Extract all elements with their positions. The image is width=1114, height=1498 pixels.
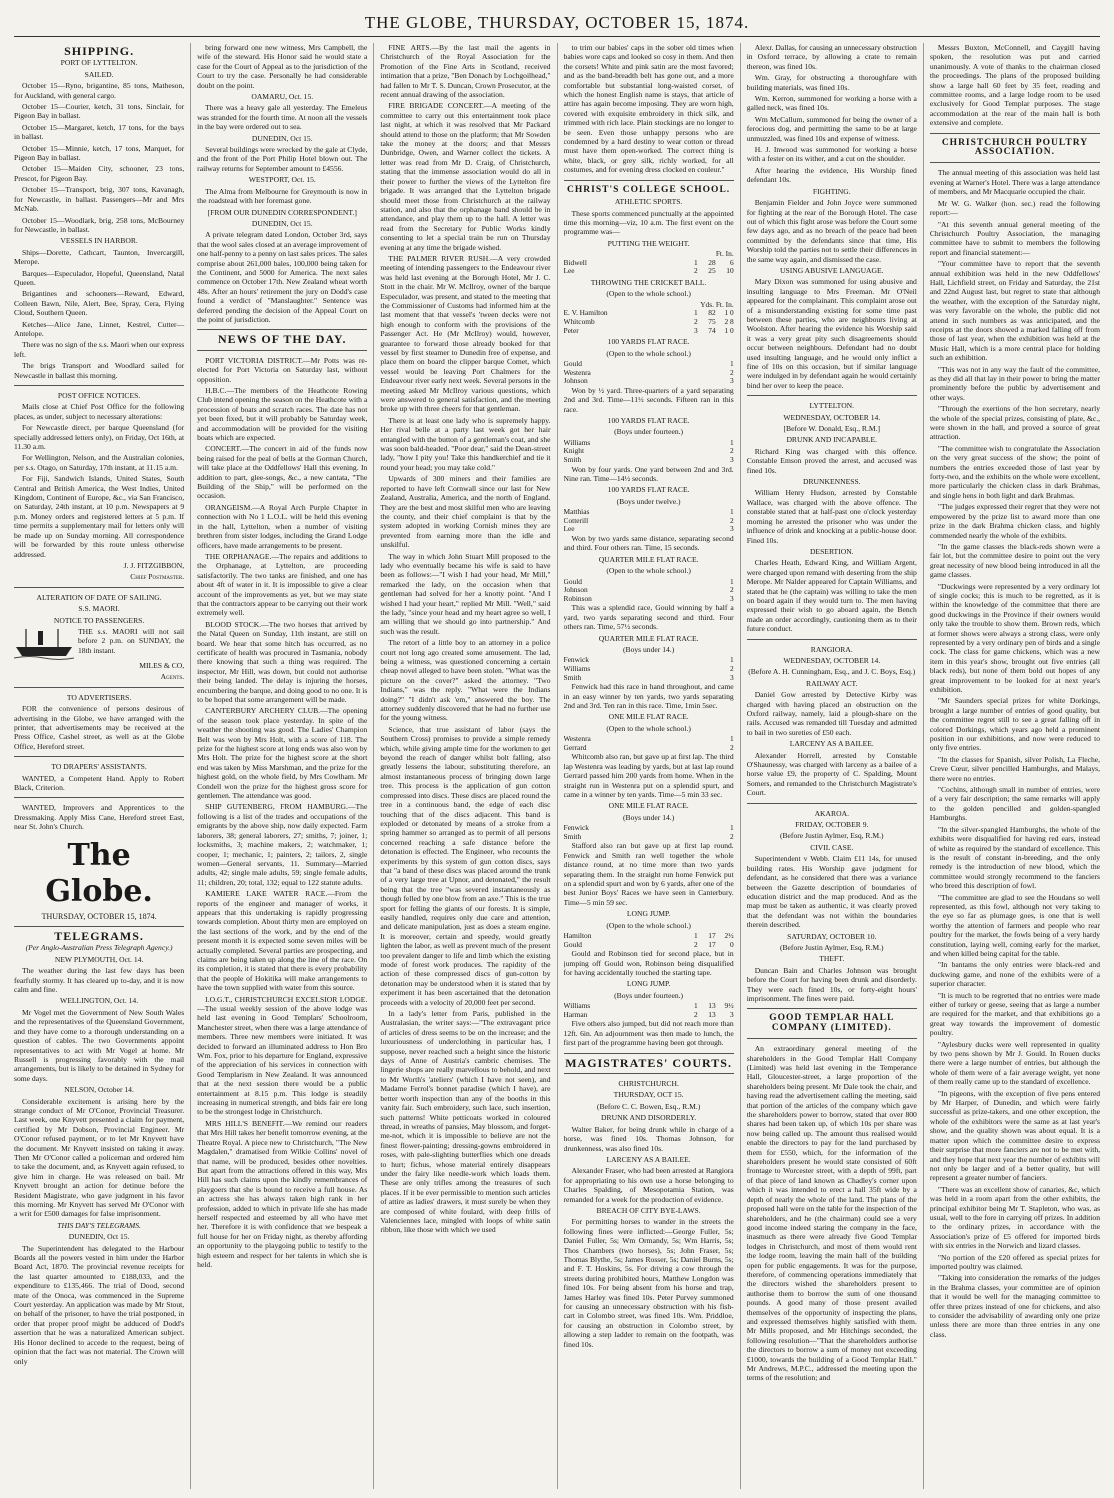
news-item: SHIP GUTENBERG, FROM HAMBURG.—The following is a list of the trades and occupations of the emigrants by the above ship, now daily expected. Farm laborers, 38; general laborers, 27; smiths, 7; joiner, 1; locksmiths, 3; machine makers, 2; watchmaker, 1; cooper, 1; mechanic, 1; painters, 2; tailors, 2, single women—General servants, 11. Summary—Married adults, 42; single male adults, 59; single female adults, 11; children, 20; total, 132; equal to 122 statute adults. <box>197 802 368 887</box>
issue-date: THURSDAY, OCTOBER 15, 1874. <box>41 911 157 921</box>
drapers-title: TO DRAPERS' ASSISTANTS. <box>51 762 147 772</box>
news-title: NEWS OF THE DAY. <box>218 332 347 347</box>
telegrams-agency: (Per Anglo-Australian Press Telegraph Agency.) <box>25 943 173 953</box>
results-table: Yds. Ft. In. E. V. Hamilton 1 82 1 0 Whitcomb 2 75 2 8 Peter 3 74 1 0 <box>563 299 734 335</box>
post-title: POST OFFICE NOTICES. <box>57 391 141 400</box>
results-table: Gould 1 Johnson 2 Robinson 3 <box>563 576 734 603</box>
college-title: CHRIST'S COLLEGE SCHOOL. <box>567 184 731 195</box>
steamship-advert <box>14 627 184 661</box>
akaroa-title: AKAROA. <box>814 808 849 818</box>
article-para: There is at least one lady who is supremely happy. Her rival belle at a party last week got her hair entangled with the button of a gentleman's coat, and she was soon bald-headed. "Poor dear," said the Dean-street lady, "how I pity you! Take this handkerchief and tie it round your head; you may take cold." <box>380 415 551 472</box>
harbor-list: Ships—Dorette, Cathcart, Taunton, Invercargill, Merope. Barques—Especulador, Hopeful, Queensland, Natal Queen. Brigantines and schooners—Reward, Edward, Colleen Bawn, Nile, Alert, Bee, Spray, Cera, Flying Cloud, Southern Queen. Ketches—Alice Jane, Linnet, Kestrel, Cutter—Antelope. <box>14 247 185 338</box>
article-para: The way in which John Stuart Mill proposed to the lady who eventually became his wife is said to have been as follows:—"I wish I had your head, Mr Mill," remarked the lady, on the occasion when that gentleman had solved for her a knotty point. "And I wished I had your heart," replied Mr Mill. "Well," said the lady, "since your head and my heart agree so well, I am willing that we should go into partnership." And such was the result. <box>380 551 551 636</box>
news-item: MRS HILL'S BENEFIT.—We remind our readers that Mrs Hill takes her benefit tomorrow evening, at the Theatre Royal. A piece new to Christchurch, "The New Magdalen," dramatised from Wilkie Collins' novel of that name, will be produced, besides other novelties. But apart from the attractions offered in this way, Mrs Hill has such claims upon the kindly remembrances of playgoers that she is bound to receive a full house. As an actress she has always taken high rank in her profession, added to which in private life she has made herself respected and esteemed by all who have met her. Therefore it is with confidence that we bespeak a full house for her on Friday night, as thereby affording an opportunity to the playgoing public to testify to the high esteem and respect for her talents in which she is held. <box>197 1118 368 1269</box>
telegrams-title: TELEGRAMS. <box>54 929 144 944</box>
column-6: Messrs Buxton, McConnell, and Caygill having spoken, the resolution was put and carried unanimously. A vote of thanks to the chairman closed the proceedings. The plans of the proposed building show a large hall 60 feet by 35 feet, reading and committee rooms, and a large lodge room to be used exclusively for Good Templar purposes. The stage accommodation at the rear of the main hall is both extensive and complete. CHRISTCHURCH POULTRY ASSOCIATION. The annual meeting of this association was held last evening at Warner's Hotel. There was a large attendance of members, and Mr Macquarie occupied the chair. Mr W. G. Walker (hon. sec.) read the following report:— "At this seventh annual general meeting of the Christchurch Poultry Association, the managing committee have to submit to members the following report and financial statement:— "Your committee have to report that the seventh annual exhibition was held in the new Oddfellows' Hall, Lichfield street, on Friday and Saturday, the 21st and 22nd August last, but regret to state that although the weather, with the exception of the Saturday night, was very favorable on the whole, the public did not attend in such numbers as was anticipated, and the receipts at the doors showed a marked falling off from those of last year, when the exhibition was held at the Music Hall, which is a more central place for holding such an exhibition. "This was not in any way the fault of the committee, as they did all that lay in their power to bring the matter prominently before the public by advertisement and other ways. "Through the exertions of the hon secretary, nearly the whole of the special prizes, consisting of plate, &c., were shown in the hall, and proved a source of great attraction. "The committee wish to congratulate the Association on the very great success of the show; the point of numbers the entries exceeded those of last year by forty-two, and the exhibits on the whole were excellent, more particularly the chicken class in dark Brahmas, and single hens in both light and dark Brahmas. "The judges expressed their regret that they were not empowered by the prize list to award more than one prize in the dark Brahma chicken class, and highly commended nearly the whole of the exhibits. "In the game classes the black-reds shown were a fair lot, but the committee desire to point out the very great necessity of new blood being introduced in all the game classes. "Duckwings were represented by a very ordinary lot of single cocks; this is much to be regretted, as it is within the knowledge of the committee that there are good duckwings in the Province if their owners would only take the trouble to show them. Brown reds, which at former shows were always a strong class, were only represented by a very ordinary pen of birds and a single cock. The class for game chickens, which was a new item in this year's show, brought out five entries (all black reds), but none of them bold out hopes of any great improvement to be looked for at next year's exhibition. "Mr Saunders special prizes for white Dorkings, brought a large number of entries of good quality, but the committee regret still to see a great falling off in colored Dorkings, which years ago held a prominent position in our exhibitions, and now were reduced to only five entries. "In the classes for Spanish, silver Polish, La Fleche, Creve Cœur, silver pencilled Hamburghs, and Malays, there were no entries. "Cochins, although small in number of entries, were of a very fair description; the same remarks will apply to the golden pencilled and golden-spangled Hamburghs. "In the silver-spangled Hamburghs, the whole of the exhibits were disqualified for having red ears, instead of white as required by the standard of excellence. This is the result of constant in-breeding, and the only remedy is the introduction of new blood, which the committee would strongly recommend to the fanciers who breed this description of fowl. "The committee are glad to see the Houdans so well represented, as this fowl, although not very taking to the eye so far as plumage goes, is one that is well worthy the attention of farmers and people who rear poultry for the market, the fowls being of a very hardy constitution, laying well, coming early for the market, and when killed being capital for the table. "In bantams the only entries were black-red and duckwing game, and none of the exhibits were of a superior character. "It is much to be regretted that no entries were made either of turkey or geese, seeing that as large a number are required for the market, and that exhibitions go a great way towards the improvement of domestic poultry. "Aylesbury ducks were well represented in quality by two pens shown by Mr J. Gould. In Rouen ducks there were a large number of entries, but although the whole of them were of a fair average weight, yet none of them really came up to the standard of excellence. "In pigeons, with the exception of five pens entered by Mr Harper, of Dunedin, and which were fairly successful as prize-takers, and one other exception, the whole of the exhibitors were the same as at last year's show, and the quality shown was about equal. It is a matter upon which the committee desire to express their surprise that more fanciers are not to be met with, and they hope that next year the number of exhibits will not only be larger and of a better quality, but will represent a greater number of fanciers. "There was an excellent show of canaries, &c, which was held in a room apart from the other exhibits, the principal exhibitor being Mr T. Stapleton, who was, as usual, well to the fore in carrying off prizes. In addition to the ordinary prizes, in accordance with the Association's prize of £5 offered for imported birds with six entries in the Norwich and lizard classes. "No portion of the £20 offered as special prizes for imported poultry was claimed. "Taking into consideration the remarks of the judges in the Brahma classes, your committee are of opinion that it would be well for the managing committee to offer three prizes instead of one for chickens, and also to consider the advisability of awarding only one prize unless there are more than three entries in any one class. <box>929 43 1101 1339</box>
article-para: Science, that true assistant of labor (says the Southern Cross) promises to provide a simple remedy which, while giving ample time for the workmen to get beyond the reach of danger whilst bolt falling, also greatly lessens the labour, substituting therefore, an almost instantaneous process of bringing down large tree. This process is the application of gun cotton compressed into discs. These discs are placed round the tree in a continuous band, the edge of each disc touching that of the discs adjacent. This band is exploded or detonated by means of a stroke from a spring hammer so arranged as to permit of all persons concerned reaching a safe distance before the detonation is effected. The Engineer, who recounts the experiments by this system of gun cotton discs, says that "a band of these discs was placed around the trunk of a very large tree at Upnor, and detonated," the result being that the tree "was severed instantaneously as though felled by one blow from an axe." This is the true sport for felling the giants of our forests. It is simple, easily handled, requires only due care and attention, and delicate manipulation, just as does a steam engine. It is moreover, certain and speedy, would greatly lighten the labor, as well as prevent much of the present too prevalent danger to life and limb which the existing mode of forest work produces. The rapidity of the action of these compressed discs of gun-cotton by detonation may be understood when it is stated that by experiment it has been ascertained that the detonation proceeds with a velocity of 20,000 feet per second. <box>380 724 551 1007</box>
shipping-title: SHIPPING. <box>64 44 135 58</box>
column-2: bring forward one new witness, Mrs Campbell, the wife of the steward. His Honor said he would state a case for the Court of Appeal as to the jurisdiction of the Court to try the case. Personally he had considerable doubt on the point. OAMARU, Oct. 15. There was a heavy gale all yesterday. The Emeleus was stranded for the fourth time. At noon all the vessels in the bay were ordered out to sea. DUNEDIN, Oct 15. Several buildings were wrecked by the gale at Clyde, and the front of the Port Philip Hotel blown out. The railway returns for September amount to £4556. WESTPORT, Oct. 15. The Alma from Melbourne for Greymouth is now in the roadstead with her foremast gone. [FROM OUR DUNEDIN CORRESPONDENT.] DUNEDIN, Oct 15. A private telegram dated London, October 3rd, says that the wool sales closed at an average improvement of one half-penny to a penny on last sales prices. The sales comprise about 261,000 bales, 100,000 being taken for the Continent, and 5000 for America. The next sales commence on October 17th. New Zealand wheat worth 48s. After an hours' retirement the jury on Dodd's case found a verdict of "Manslaughter." Sentence was deferred pending the decision of the Appeal Court on the point of jurisdiction. NEWS OF THE DAY. PORT VICTORIA DISTRICT.—Mr Potts was re-elected for Port Victoria on Saturday last, without opposition. H.B.C.—The members of the Heathcote Rowing Club intend opening the season on the Heathcote with a procession of boats and scratch races. The date has not yet been fixed, but it will probably be Saturday week, and accommodation will be provided for the visiting boats which are expected. CONCERT.—The concert in aid of the funds now being raised for the peal of bells at the Gorman Church, will take place at the Oddfellows' Hall this evening. In addition to part, glee-songs, &c., a new cantata, "The Building of the Ship," will be performed on the occasion. ORANGEISM.—A Royal Arch Purple Chapter in connection with No 1 L.O.L. will be held this evening in the hall, Lyttelton, when a number of visiting brethren from sister lodges, including the Grand Lodge officers, have made arrangements to be present. THE ORPHANAGE.—The repairs and additions to the Orphanage, at Lyttelton, are proceeding satisfactorily. The two tanks are finished, and one has about 4ft of water in it. It is impossible to give a clear account of the improvements as yet, but we may state that the contractors appear to be carrying out their work extremely well. BLOOD STOCK.—The two horses that arrived by the Natal Queen on Sunday, 11th instant, are still on board. We hear that some hitch has occurred, as no certificate of health was procured in Tasmania, nobody there knowing that such a thing was required. The inspector, Mr Hill, was down, but could not authorise their being landed. The delay is injuring the horses, encumbering the barque, and doing good to no one. It is to be hoped that some arrangement will be made. CANTERBURY ARCHERY CLUB.—The opening of the season took place yesterday. In spite of the weather the shooting was good. The Ladies' Champion Belt was won by Mrs Holt, with a score of 118. The prize for the highest score at long ends was also won by Mrs Holt. The prize for the highest score at the short end was taken by Miss Marshman, and the prize for the highest gold, on the whole field, by Mrs Cowlham. Mr Condell won the prize for the highest gross score for gentlemen. The attendance was good. SHIP GUTENBERG, FROM HAMBURG.—The following is a list of the trades and occupations of the emigrants by the above ship, now daily expected. Farm laborers, 38; general laborers, 27; smiths, 7; joiner, 1; locksmiths, 3; machine makers, 2; watchmaker, 1; cooper, 1; mechanic, 1; painters, 2; tailors, 2, single women—General servants, 11. Summary—Married adults, 42; single male adults, 59; single female adults, 11; children, 20; total, 132; equal to 122 statute adults. KAMIERE LAKE WATER RACE.—From the reports of the engineer and manager of works, it appears that this undertaking is rapidly progressing towards completion. About thirty men are employed on the last sections of the work, and by the end of the present month it is expected some seven miles will be actually completed. Several parties are prospecting, and claims are being taken up along the line of the race. On its completion, it is stated that there is every probability that the people of Hokitika will make arrangements to have the town supplied with water from this source. I.O.G.T., CHRISTCHURCH EXCELSIOR LODGE.—The usual weekly session of the above lodge was held last evening in Good Templars' Schoolroom, Manchester street, when there was a large attendance of members. Three new members were initiated. It was decided to forward an illuminated address to Hon Bro Wm. Fox, prior to his departure for England, expressive of the appreciation of his services in connection with Good Templarism in New Zealand. It was announced that at the next session there would be a public entertainment at 8.15 p.m. This lodge is steadily increasing in numerical strength, and bids fair ere long to be the strongest lodge in Christchurch. MRS HILL'S BENEFIT.—We remind our readers that Mrs Hill takes her benefit tomorrow evening, at the Theatre Royal. A piece new to Christchurch, "The New Magdalen," dramatised from Wilkie Collins' novel of that name, will be produced, besides other novelties. But apart from the attractions offered in this way, Mrs Hill has such claims upon the kindly remembrances of playgoers that she is bound to receive a full house. As an actress she has always taken high rank in her profession, added to which in private life she has made herself respected and esteemed by all who have met her. Therefore it is with confidence that we bespeak a full house for her on Friday night, as thereby affording an opportunity to the playgoing public to testify to the high esteem and respect for her talents in which she is held. <box>197 43 374 1489</box>
column-5: Alexr. Dallas, for causing an unnecessary obstruction in Oxford terrace, by allowing a crate to remain thereon, was fined 10s. Wm. Gray, for obstructing a thoroughfare with building materials, was fined 10s. Wm. Kerron, summoned for working a horse with a galled neck, was fined 10s. Wm McCallum, summoned for being the owner of a ferocious dog, and permitting the same to be at large unmuzzled, was fined 10s and expense of witness. H. J. Inwood was summoned for working a horse with a fester on its wither, and a cut on the shoulder. After hearing the evidence, His Worship fined defendant 10s. FIGHTING. Benjamin Fielder and John Joyce were summoned for fighting at the rear of the Borough Hotel. The case out of which this fight arose was before the Court some few days ago, and as no breach of the peace had been committed by the defendants since that time, His Worship told the parties not to settle their differences in the same way again, and dismissed the case. USING ABUSIVE LANGUAGE. Mary Dixon was summoned for using abusive and insulting language to Mrs Freeman. Mr O'Neil appeared for the complainant. This complaint arose out of a misunderstanding existing for some time past between these parties, who are neighbours living at Woolston. After hearing the evidence his Worship said it was a very great pity such disagreements should occur between neighbours. Defendant had no doubt used insulting language, and he would only inflict a fine of 10s on this occasion, but if similar language were indulged in by defendant again he would certainly bind her over to keep the peace. LYTTELTON. WEDNESDAY, OCTOBER 14. [Before W. Donald, Esq., R.M.] DRUNK AND INCAPABLE. Richard King was charged with this offence. Constable Emson proved the arrest, and accused was fined 10s. DRUNKENNESS. William Henry Hudson, arrested by Constable Wallace, was charged with the above offence. The constable stated that at half-past one o'clock yesterday morning he arrested the prisoner who was under the influence of drink and knocking at a public-house door. Fined 10s. DESERTION. Charles Heath, Edward King, and William Argent, were charged upon remand with deserting from the ship Merope. Mr Nalder appeared for Captain Williams, and stated that he (the captain) was willing to take the men on board again if they would turn to. The men having expressed their wish to go aboard again, the Bench made an order accordingly, cautioning them as to their future conduct. RANGIORA. WEDNESDAY, OCTOBER 14. (Before A. H. Cunningham, Esq., and J. C. Boys, Esq.) RAILWAY ACT. Daniel Gow arrested by Detective Kirby was charged with having placed an obstruction on the Oxford railway, namely, laid a plough-share on the rails. Accused was remanded till Tuesday and admitted to bail in two sureties of £50 each. LARCENY AS A BAILEE. Alexander Horrell, arrested by Constable O'Shaunessy, was charged with larceny as a bailee of a horse value £9, the property of C. Spalding, Mount Somers, and remanded to the Christchurch Magistrate's Court. AKAROA. FRIDAY, OCTOBER 9. (Before Justin Aylmer, Esq, R.M.) CIVIL CASE. Superintendent v Webb. Claim £11 14s, for unused building rates. His Worship gave judgment for defendant, as he considered that there was a variance between the Gazette description of boundaries of education district and the map produced. And as the map must be taken as authentic, it was clearly proved that the defendant was not within the boundaries therein described. SATURDAY, OCTOBER 10. (Before Justin Aylmer, Esq, R.M.) THEFT. Duncan Bain and Charles Johnson was brought before the Court for having been drunk and disorderly. They were each fined 10s, or forty-eight hours' imprisonment. The fines were paid. GOOD TEMPLAR HALL COMPANY (LIMITED). An extraordinary general meeting of the shareholders in the Good Templar Hall Company (Limited) was held last evening in the Temperance Hall, Gloucester-street, a large proportion of the shareholders being present. Mr Dale took the chair, and having read the advertisement calling the meeting, said that portion of the articles of the company which gave the shareholders power to borrow, stated that over 800 shares had been taken up, of which 10s per share was now being called up. The amount thus realised would enable the directors to pay for the land purchased by them for £550, which, for the information of the shareholders present he would state consisted of 60ft frontage to Worcester street, with a depth of 99ft, part of that piece of land known as Chadley's corner upon which it was intended to erect a hall 35ft wide by a depth of nearly the whole of the land. The plans of the proposed hall were on the table for the inspection of the shareholders, and he (the chairman) could see a very good income indeed staring the company in the face, inasmuch as there were already five Good Templar lodges in Christchurch, and most of them would rent the lodge room, leaving the main hall of the building open for public engagements. It was for the purpose, therefore, of commencing operations immediately that the directors wished the shareholders present to authorise them to borrow the sum of one thousand pounds. A good many of those present availed themselves of the opportunity of inspecting the plans, and expressed themselves highly satisfied with them. Mr Mills proposed, and Mr Hitchings seconded, the following resolution—"That the shareholders authorise the directors to borrow a sum of money not exceeding £1000, towards the building of a Good Templar Hall." Mr Andrews, M.P.C., addressed the meeting upon the terms of the resolution; and <box>747 43 924 1489</box>
post-sign-name: J. J. FITZGIBBON, <box>123 560 185 570</box>
rangiora-title: RANGIORA. <box>810 644 853 654</box>
advertisers-title: TO ADVERTISERS. <box>66 692 132 702</box>
alteration-sign: MILES & CO, <box>139 660 185 670</box>
news-item: H.B.C.—The members of the Heathcote Rowing Club intend opening the season on the Heathcote with a procession of boats and scratch races. The date has not yet been fixed, but it will probably be Saturday week, and accommodation will be provided for the visiting boats which are expected. <box>197 386 368 443</box>
column-4: to trim our babies' caps in the sober old times when babies wore caps and looked so cosy in them. And then the corsets! White and pink satin are the most favored; and as the band-breadth belt has gone out, and a more comfortable but substantial long-waisted corset, of which the honest English name is stays, that article of attire has again become imposing. They are worn high, covered with exquisite embroidery in thick silk, and trimmed with rich lace. Plain stockings are no longer to be seen. Even those unhappy persons who are condemned by a hard destiny to wear cotton or thread must have them open-worked. The correct thing is white, black, or grey silk, richly worked, for all costumes, and for evening dress clocked en couleur." CHRIST'S COLLEGE SCHOOL. ATHLETIC SPORTS. These sports commenced punctually at the appointed time this morning—viz, 10 a.m. The first event on the programme was— PUTTING THE WEIGHT. Ft. In. Bidwell 1 28 6 Lee 2 25 10 THROWING THE CRICKET BALL. (Open to the whole school.) Yds. Ft. In. E. V. Hamilton 1 82 1 0 Whitcomb 2 75 2 8 Peter 3 74 1 0 100 YARDS FLAT RACE. (Open to the whole school.) Gould 1 Westenra 2 Johnson 3 Won by ½ yard. Three-quarters of a yard separating 2nd and 3rd. Time—11½ seconds. Fifteen ran in this race. 100 YARDS FLAT RACE. (Boys under fourteen.) Williams 1 Knight 2 Smith 3 Won by four yards. One yard between 2nd and 3rd. Nine ran. Time—14½ seconds. 100 YARDS FLAT RACE. (Boys under twelve.) Matthias 1 Cotterill 2 Lee 3 Won by two yards same distance, separating second and third. Four others ran. Time, 15 seconds. QUARTER MILE FLAT RACE. (Open to the whole school.) Gould 1 Johnson 2 Robinson 3 This was a splendid race, Gould winning by half a yard, two yards separating second and third. Four others ran. Time, 57½ seconds. QUARTER MILE FLAT RACE. (Boys under 14.) Fenwick 1 Williams 2 Smith 3 Fenwick had this race in hand throughout, and came in an easy winner by ten yards, two yards separating 2nd and 3rd. Ten ran in this race. Time, 1min 5sec. ONE MILE FLAT RACE. (Open to the whole school.) Westenra 1 Gerrard 2 Whitcomb also ran, but gave up at first lap. The third lap Westenra was leading by yards, but at last lap round Gerrard passed him 200 yards from home. When in the straight run in Westenra put on a splendid spurt, and came in a winner by ten yards. Time—5 min 33 sec. ONE MILE FLAT RACE. (Boys under 14.) Fenwick 1 Smith 2 Stafford also ran but gave up at first lap round. Fenwick and Smith ran well together the whole distance round, at no time more than two yards separating them. In the straight run home Fenwick put on a splendid spurt and won by 6 yards, after one of the best Junior Boys' Races we have seen in Canterbury. Time—5 min 59 sec. LONG JUMP. (Open to the whole school.) Hamilton 1 17 2½ Gould 2 17 0 Gould and Robinson tied for second place, but in jumping off Gould won, Robinson being disqualified for having accidentally touched the starting tape. LONG JUMP. (Boys under fourteen.) Williams 1 13 9½ Harman 2 13 3 Five others also jumped, but did not reach more than 12ft. 6in. An adjournment was then made to lunch, the first part of the programme having been got through. MAGISTRATES' COURTS. CHRISTCHURCH. THURSDAY, OCT 15. (Before C. C. Bowen, Esq., R.M.) DRUNK AND DISORDERLY. Walter Baker, for being drunk while in charge of a horse, was fined 10s. Thomas Johnson, for drunkenness, was also fined 10s. LARCENY AS A BAILEE. Alexander Fraser, who had been arrested at Rangiora for appropriating to his own use a horse belonging to Charles Spalding, of Mesopotamia Station, was remanded for a week for the production of evidence. BREACH OF CITY BYE-LAWS. For permitting horses to wander in the streets the following fines were inflicted:—George Fuller, 5s; Daniel Fuller, 5s; Wm Ormandy, 5s; Wm Harris, 5s; Thos Chambers (two horses), 5s; John Fraser, 5s; Thomas Blythe, 5s; James Rosser, 5s; Daniel Burns, 5s; and F. T. Hoskins, 5s. For driving a cow through the streets during prohibited hours, Matthew Longdon was fined 10s. For being absent from his horse and trap, James Harley was fined 10s. Peter Purvey summoned for causing an unnecessary obstruction with his fish-cart in Colombo street, was fined 10s. Wm. Priddloe, for causing an obstruction in Colombo street, by allowing a step ladder to remain on the footpath, was fined 10s. <box>564 43 741 1489</box>
article-para: THE PALMER RIVER RUSH.—A very crowded meeting of intending passengers to the Endeavour river was held last evening at the Borough Hotel, Mr J. C. Stott in the chair. Mr W. McIlroy, owner of the barque Especulador, was present, and stated to the meeting that the Commissioner of Customs had informed him at the last moment that that vessel's 'tween decks were not high enough to conform with the provisions of the Passenger Act. He (Mr McIlroy) would, however, guarantee to forward those already booked for that vessel by first steamer to Dunedin free of expense, and place them on board the clipper barque Comet, which vessel would be leaving Port Chalmers for the Endeavour river early next week. Several persons in the meeting asked Mr McIlroy various questions, which were answered to general satisfaction, and the meeting broke up with three cheers for that gentleman. <box>380 253 551 414</box>
results-table: Williams 1 Knight 2 Smith 3 <box>563 437 734 464</box>
news-item: CANTERBURY ARCHERY CLUB.—The opening of the season took place yesterday. In spite of the weather the shooting was good. The Ladies' Champion Belt was won by Mrs Holt, with a score of 118. The prize for the highest score at long ends was also won by Mrs Holt. The prize for the highest score at the short end was taken by Miss Marshman, and the prize for the highest gold, on the whole field, by Mrs Cowlham. Mr Condell won the prize for the highest gross score for gentlemen. The attendance was good. <box>197 706 368 801</box>
column-1: SHIPPING. PORT OF LYTTELTON. SAILED. October 15—Ryno, brigantine, 85 tons, Matheson, for Auckland, with general cargo. October 15—Courier, ketch, 31 tons, Sinclair, for Pigeon Bay in ballast. October 15—Margaret, ketch, 17 tons, for the bays in ballast. October 15—Minnie, ketch, 17 tons, Marquet, for Pigeon Bay in ballast. October 15—Maiden City, schooner, 23 tons, Prescot, for Pigeon Bay. October 15—Transport, brig, 307 tons, Kavanagh, for Newcastle, in ballast. Passengers—Mr and Mrs McNab. October 15—Woodlark, brig, 258 tons, McBourney for Newcastle, in ballast. VESSELS IN HARBOR. Ships—Dorette, Cathcart, Taunton, Invercargill, Merope. Barques—Especulador, Hopeful, Queensland, Natal Queen. Brigantines and schooners—Reward, Edward, Colleen Bawn, Nile, Alert, Bee, Spray, Cera, Flying Cloud, Southern Queen. Ketches—Alice Jane, Linnet, Kestrel, Cutter—Antelope. There was no sign of the s.s. Maori when our express left. The brigs Transport and Woodlard sailed for Newcastle in ballast this morning. POST OFFICE NOTICES. Mails close at Chief Post Office for the following places, as under, subject to necessary alterations: For Newcastle direct, per barque Queensland (for specially addressed letters only), on Friday, Oct 16th, at 11.30 a.m. For Wellington, Nelson, and the Australian colonies, per s.s. Otago, on Saturday, 17th instant, at 11.15 a.m. For Fiji, Sandwich Islands, United States, South Central and British America, the West Indies, United Kingdom, Continent of Europe, &c., via San Francisco, on Saturday, 24th instant, at 10 p.m. Newspapers at 9 p.m. Money orders and registered letters at 5 p.m. If time permits a supplementary mail for letters only will be made up on Sunday morning. All correspondence will be forwarded by this route unless otherwise addressed. J. J. FITZGIBBON, Chief Postmaster. ALTERATION OF DATE OF SAILING. S.S. MAORI. NOTICE TO PASSENGERS. THE s.s. MAORI will not sail before 2 p.m. on SUNDAY, the 18th instant. MILES & CO, Agents. TO ADVERTISERS. FOR the convenience of persons desirous of advertising in the Globe, we have arranged with the printer, that advertisements may be received at the Press Office, Cashel street, as well as at the Globe Office, Hereford street. TO DRAPERS' ASSISTANTS. WANTED, a Competent Hand. Apply to Robert Black, Criterion. WANTED, Improvers and Apprentices to the Dressmaking. Apply Miss Cane, Hereford street East, near St. John's Church. The Globe. THURSDAY, OCTOBER 15, 1874. TELEGRAMS. (Per Anglo-Australian Press Telegraph Agency.) NEW PLYMOUTH, Oct. 14. The weather during the last few days has been fearfully stormy. It has cleared up to-day, and it is now calm and fine. WELLINGTON, Oct. 14. Mr Vogel met the Government of New South Wales and the representatives of the Queensland Government, and they have come to a thorough understanding on a question of cables. The two Governments appoint representatives to act with Mr Vogel at home. Mr Russell is progressing favorably with the mail arrangements, but is likely to be detained in Sydney for some days. NELSON, October 14. Considerable excitement is arising here by the strange conduct of Mr O'Conor, Provincial Treasurer. Last week, one Knyvett presented a claim for payment, certified by Mr Dobson, Provincial Engineer. Mr O'Conor refused payment, or to let Mr Knyvett have the document. Mr Knyvett insisted on taking it away. Then Mr O'Conor called a policeman and ordered him to take the document, and, as Knyvett again refused, to give him in charge. He was released on bail. Mr Knyvett brought an action for detinue before the Resident Magistrate, who gave judgment in his favor this morning. Mr Knyvett has served Mr O'Conor with a writ for £500 damages for false imprisonment. THIS DAY'S TELEGRAMS. DUNEDIN, Oct 15. The Superintendent has delegated to the Harbour Boards all the powers vested in him under the Harbor Board Act, 1870. The provincial revenue receipts for the last quarter amounted to £188,033, and the expenditure to £135,466. The trial of Dood, second mate of the Onoca, was commenced in the Supreme Court yesterday. An application was made by Mr Stout, on behalf of the prisoner, to have the trial postponed, in order that proper proof might be adduced of Dodd's assertion that he was a naturalized American subject. His Honor declined to accede to the request, being of opinion that the fact was not material. The Crown will only <box>14 43 191 1489</box>
news-item: BLOOD STOCK.—The two horses that arrived by the Natal Queen on Sunday, 11th instant, are still on board. We hear that some hitch has occurred, as no certificate of health was procured in Tasmania, nobody there knowing that such a thing was required. The inspector, Mr Hill, was down, but could not authorise their being landed. The delay is injuring the horses, encumbering the barque, and doing good to no one. It is to be hoped that some arrangement will be made. <box>197 619 368 704</box>
sailed-list: October 15—Ryno, brigantine, 85 tons, Matheson, for Auckland, with general cargo. October 15—Courier, ketch, 31 tons, Sinclair, for Pigeon Bay in ballast. October 15—Margaret, ketch, 17 tons, for the bays in ballast. October 15—Minnie, ketch, 17 tons, Marquet, for Pigeon Bay in ballast. October 15—Maiden City, schooner, 23 tons, Prescot, for Pigeon Bay. October 15—Transport, brig, 307 tons, Kavanagh, for Newcastle, in ballast. Passengers—Mr and Mrs McNab. October 15—Woodlark, brig, 258 tons, McBourney for Newcastle, in ballast. <box>14 81 185 234</box>
news-item: THE ORPHANAGE.—The repairs and additions to the Orphanage, at Lyttelton, are proceeding satisfactorily. The two tanks are finished, and one has about 4ft of water in it. It is impossible to give a clear account of the improvements as yet, but we may state that the contractors appear to be carrying out their work extremely well. <box>197 551 368 618</box>
masthead: THE GLOBE, THURSDAY, OCTOBER 15, 1874. <box>14 10 1100 37</box>
news-item: I.O.G.T., CHRISTCHURCH EXCELSIOR LODGE.—The usual weekly session of the above lodge was held last evening in Good Templars' Schoolroom, Manchester street, when there was a large attendance of members. Three new members were initiated. It was decided to forward an illuminated address to Hon Bro Wm. Fox, prior to his departure for England, expressive of the appreciation of his services in connection with Good Templarism in New Zealand. It was announced that at the next session there would be a public entertainment at 8.15 p.m. This lodge is steadily increasing in numerical strength, and bids fair ere long to be the strongest lodge in Christchurch. <box>197 994 368 1117</box>
sailed-label: SAILED. <box>84 69 114 79</box>
results-table: Gould 1 Westenra 2 Johnson 3 <box>563 358 734 386</box>
drapers-text: WANTED, a Competent Hand. Apply to Robert Black, Criterion. <box>14 773 185 792</box>
results-table: Fenwick 1 Williams 2 Smith 3 <box>563 655 734 682</box>
results-table: Westenra 1 Gerrard 2 <box>563 734 734 752</box>
advertisers-text: FOR the convenience of persons desirous of advertising in the Globe, we have arranged with the printer, that advertisements may be received at the Press Office, Cashel street, as well as at the Globe Office, Hereford street. <box>14 704 185 751</box>
todays-telegrams-title: THIS DAY'S TELEGRAMS. <box>57 1220 141 1230</box>
alteration-ship: S.S. MAORI. <box>78 604 120 614</box>
column-3 <box>380 43 557 1489</box>
alteration-title: ALTERATION OF DATE OF SAILING. <box>36 592 162 602</box>
alteration-sign-2: Agents. <box>160 672 185 682</box>
port-title: PORT OF LYTTELTON. <box>60 58 138 68</box>
results-table: Williams 1 13 9½ Harman 2 13 3 <box>563 1001 734 1019</box>
columns <box>14 43 1100 1489</box>
article-para: The retort of a little boy to an attorney in a police court not long ago created some amusement. The lad, being a witness, was questioned concerning a certain cheap novel alleged to have been stolen. "What was the picture on the cover?" asked the attorney. "Two Indians," was the reply. "What were the Indians doing?" "I didn't ask 'em," answered the boy. The attorney suddenly discovered that he had no further use for the young witness. <box>380 638 551 723</box>
results-table: Hamilton 1 17 2½ Gould 2 17 0 <box>563 931 734 949</box>
poultry-title: CHRISTCHURCH POULTRY ASSOCIATION. <box>941 137 1089 158</box>
results-table: Fenwick 1 Smith 2 <box>563 823 734 841</box>
article-para: FINE ARTS.—By the last mail the agents in Christchurch of the Royal Association for the Promotion of the Fine Arts in Scotland, received intimation that a prize, "Ben Donach by Lochgoilhead," had fallen to Mr T. S. Duncan, Crown Prosecutor, at the recent annual drawing of the association. <box>380 43 551 100</box>
news-item: ORANGEISM.—A Royal Arch Purple Chapter in connection with No 1 L.O.L. will be held this evening in the hall, Lyttelton, when a number of visiting brethren from sister lodges, including the Grand Lodge officers, have made arrangements to be present. <box>197 502 368 550</box>
results-table: Matthias 1 Cotterill 2 Lee 3 <box>563 507 734 534</box>
dressmaking-text: WANTED, Improvers and Apprentices to the Dressmaking. Apply Miss Cane, Hereford street East, near St. John's Church. <box>14 803 185 832</box>
good-templar-title: GOOD TEMPLAR HALL COMPANY (LIMITED). <box>769 1013 895 1033</box>
article-para: Upwards of 300 miners and their families are reported to have left Cornwall since our last for New Zealand, Australia, America, and the north of England. They are the best and most skilful men who are leaving the county, and their chief complaint is that by the system adopted in working Cornish mines they are prevented from earning more than the idle and unskilful. <box>380 474 551 550</box>
article-para: FIRE BRIGADE CONCERT.—A meeting of the committee to carry out this entertainment took place last night, at which it was resolved that Mr Packard should attend to those on the platform; that Mr Sowden take the money at the doors; and that Messrs Dunbridge, Owen, and Warner collect the tickets. A letter was read from Mr D. Craig, of Christchurch, stating that the immense association would do all in their power to further the views of the Lyttelton fire brigade. It was arranged that the Lyttelton brigade should meet those from Christchurch at the railway station, and also that the orphanage band should be in attendance, and play them up to the hall. A letter was read from the Secretary for Public Works kindly consenting to let a special train be run on Thursday evening at any time the brigade wished. <box>380 101 551 252</box>
results-table: Ft. In. Bidwell 1 28 6 Lee 2 25 10 <box>563 249 734 276</box>
magistrates-title: MAGISTRATES' COURTS. <box>565 1055 732 1070</box>
news-item: CONCERT.—The concert in aid of the funds now being raised for the peal of bells at the Gorman Church, will take place at the Oddfellows' Hall this evening. In addition to part, glee-songs, &c., a new cantata, "The Building of the Ship," will be performed on the occasion. <box>197 444 368 501</box>
lyttelton-title: LYTTELTON. <box>809 401 855 411</box>
news-item: PORT VICTORIA DISTRICT.—Mr Potts was re-elected for Port Victoria on Saturday last, without opposition. <box>197 355 368 384</box>
news-item: KAMIERE LAKE WATER RACE.—From the reports of the engineer and manager of works, it appears that this undertaking is rapidly progressing towards completion. About thirty men are employed on the last sections of the work, and by the end of the present month it is expected some seven miles will be actually completed. Several parties are prospecting, and claims are being taken up along the line of the race. On its completion, it is stated that there is every probability that the people of Hokitika will make arrangements to have the town supplied with water from this source. <box>197 889 368 993</box>
alteration-text: THE s.s. MAORI will not sail before 2 p.m. on SUNDAY, the 18th instant. <box>78 626 185 655</box>
harbor-label: VESSELS IN HARBOR. <box>60 236 138 246</box>
alteration-notice: NOTICE TO PASSENGERS. <box>53 615 145 625</box>
steamship-icon <box>14 627 74 661</box>
globe-logo: The Globe. <box>45 837 153 909</box>
article-para: In a lady's letter from Paris, published in the Australasian, the writer says:—"The extravagant price of articles of dress seems to be on the increase; and the luxuriousness of underclothing in particular has, I suppose, never reached such a height since the historic days of Anne of Austria's cambric chemises. The lingerie shops are really marvellous to behold, and next to Mr Worth's 'ateliers' (which I have not seen), and Madame Ferrol's bonnet paradise (which I have), are better worth inspection than any of the booths in this vanity fair. Such embroidery, such lace, such insertion, such patterns! White petticoats worked in coloured thread, in wreaths of pansies, May blossom, and forget-me-not, which it is impossible to believe are not the finest flower-painting; dressing-gowns embroidered in roses, with pale-slighting butterflies which one dreads to hurt; fichus, whose material entirely disappears under the fairy like needle-work which loads them. These are only trifles among the treasures of such places. If it be ever permissible to mention such articles of attire as ladies' drawers, it must surely be when they are composed of white foulard, with deep frills of Valenciennes lace, mingled with loops of white satin ribbon, like those with which we used <box>380 1009 551 1235</box>
post-sign-title: Chief Postmaster. <box>130 572 185 582</box>
